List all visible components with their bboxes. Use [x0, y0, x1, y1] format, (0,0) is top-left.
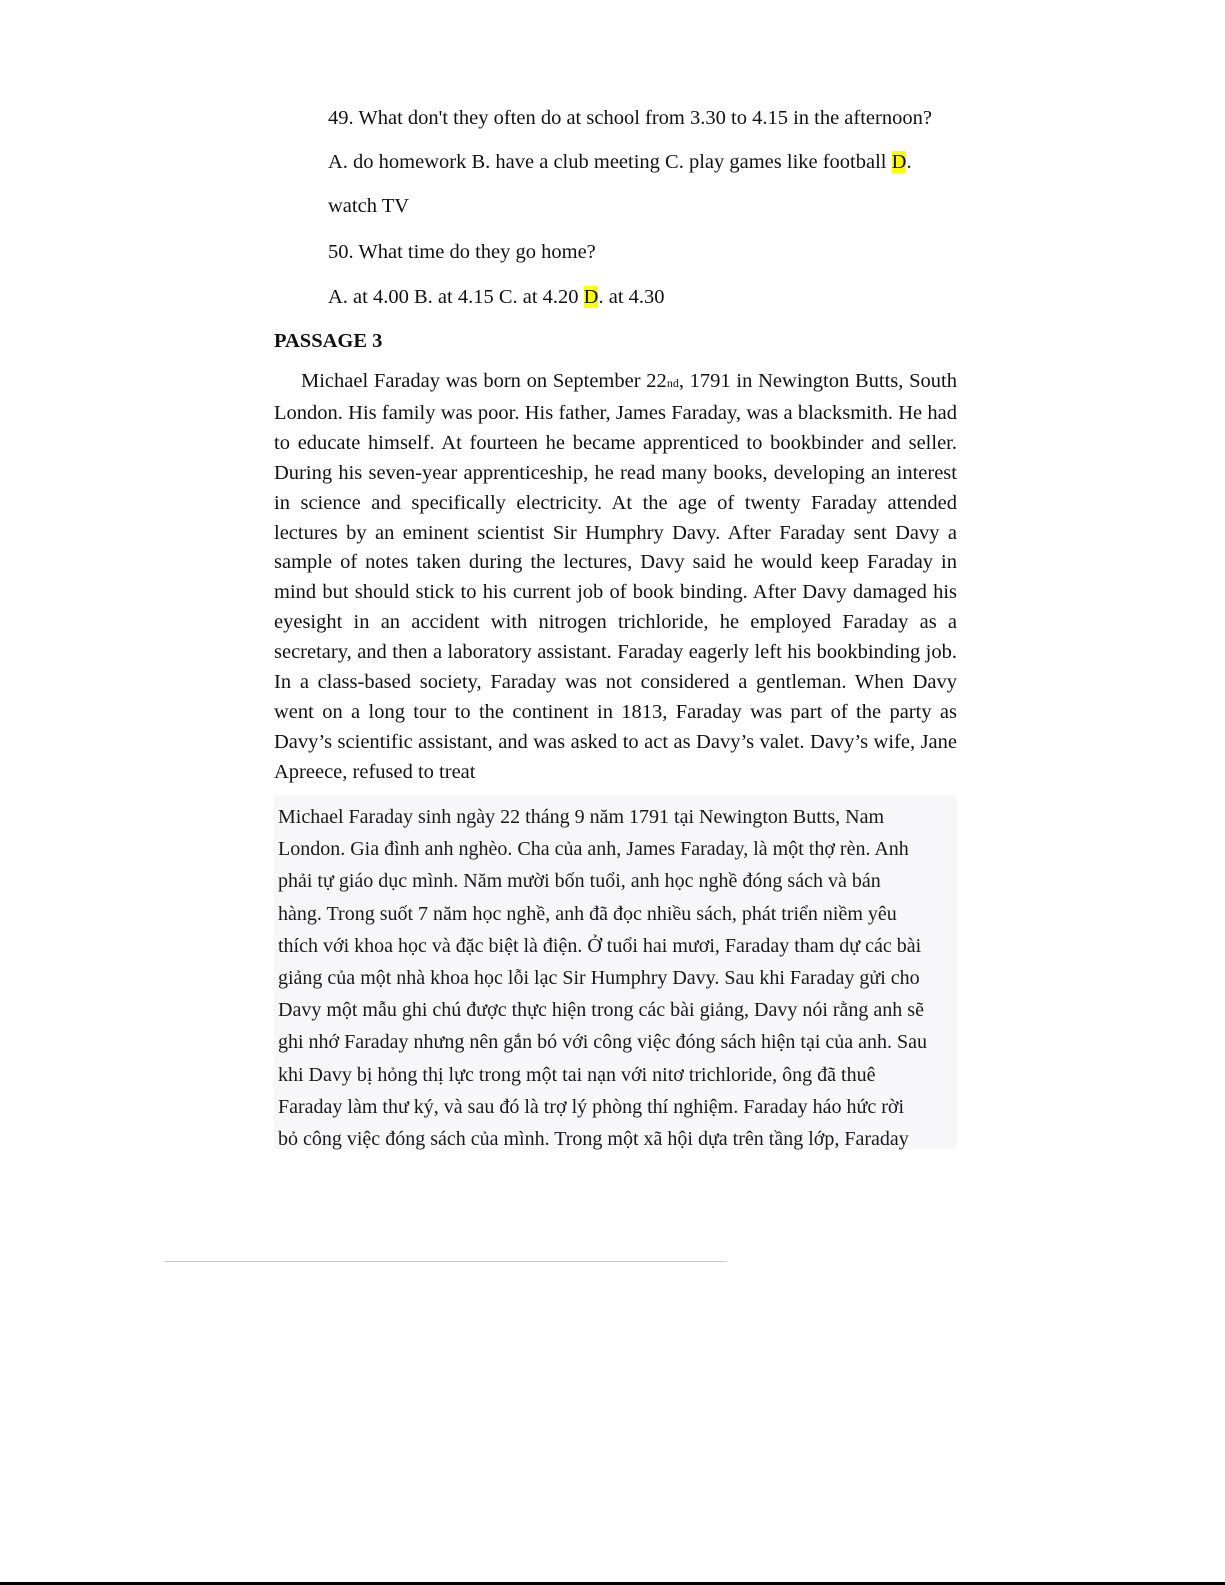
question-50: 50. What time do they go home? [328, 241, 596, 263]
translation-line: giảng của một nhà khoa học lỗi lạc Sir Humphry Davy. Sau khi Faraday gửi cho [278, 967, 920, 990]
question-49: 49. What don't they often do at school from 3.30 to 4.15 in the afternoon? [328, 107, 932, 129]
translation-line: bỏ công việc đóng sách của mình. Trong một xã hội dựa trên tầng lớp, Faraday [278, 1128, 909, 1151]
question-50-options-text: A. at 4.00 B. at 4.15 C. at 4.20 [328, 286, 584, 308]
passage-text-start: Michael Faraday was born on September 22 [301, 370, 667, 392]
translation-line: hàng. Trong suốt 7 năm học nghề, anh đã đọc nhiều sách, phát triển niềm yêu [278, 902, 897, 925]
translation-line: khi Davy bị hỏng thị lực trong một tai nạn với nitơ trichloride, ông đã thuê [278, 1063, 876, 1086]
answer-highlight-49: D [891, 151, 907, 173]
translation-line: Faraday làm thư ký, và sau đó là trợ lý phòng thí nghiệm. Faraday háo hức rời [278, 1095, 905, 1118]
ordinal-suffix: nd [666, 376, 679, 390]
translation-line: phải tự giáo dục mình. Năm mười bốn tuổi, anh học nghề đóng sách và bán [278, 870, 881, 893]
translation-line: Davy một mẫu ghi chú được thực hiện trong các bài giảng, Davy nói rằng anh sẽ [278, 999, 924, 1022]
translation-line: London. Gia đình anh nghèo. Cha của anh, James Faraday, là một thợ rèn. Anh [278, 838, 909, 861]
translation-block [274, 795, 957, 1149]
passage-text [274, 367, 957, 788]
passage-text-rest: , 1791 in Newington Butts, South London. His family was poor. His father, James Faraday, was a blacksmith. He had to educate himself. At fourteen he became apprenticed to bookbinder and seller. During his seven-year apprenticeship, he read many books, developing an interest in science and specifically electricity. At the age of twenty Faraday attended lectures by an eminent scientist Sir Humphry Davy. After Faraday sent Davy a sample of notes taken during the lectures, Davy said he would keep Faraday in mind but should stick to his current job of book binding. After Davy damaged his eyesight in an accident with nitrogen trichloride, he employed Faraday as a secretary, and then a laboratory assistant. Faraday eagerly left his bookbinding job. In a class-based society, Faraday was not considered a gentleman. When Davy went on a long tour to the continent in 1813, Faraday was part of the party as Davy’s scientific assistant, and was asked to act as Davy’s valet. Davy’s wife, Jane Apreece, refused to treat [274, 370, 957, 783]
translation-line: ghi nhớ Faraday nhưng nên gắn bó với công việc đóng sách hiện tại của anh. Sau [278, 1031, 928, 1054]
question-49-options [328, 150, 968, 174]
question-50-options-rest: . at 4.30 [598, 286, 665, 308]
question-50-options [328, 285, 968, 309]
translation-line: thích với khoa học và đặc biệt là điện. Ở tuổi hai mươi, Faraday tham dự các bài [278, 934, 922, 957]
translation-line: Michael Faraday sinh ngày 22 tháng 9 năm 1791 tại Newington Butts, Nam [278, 806, 885, 828]
question-49-options-cont: watch TV [328, 195, 410, 217]
passage-heading: PASSAGE 3 [274, 330, 383, 352]
question-49-options-punct: . [906, 151, 912, 173]
answer-highlight-50: D [583, 286, 599, 308]
footnote-separator [164, 1261, 727, 1262]
question-49-options-text: A. do homework B. have a club meeting C. play games like football [328, 151, 892, 173]
